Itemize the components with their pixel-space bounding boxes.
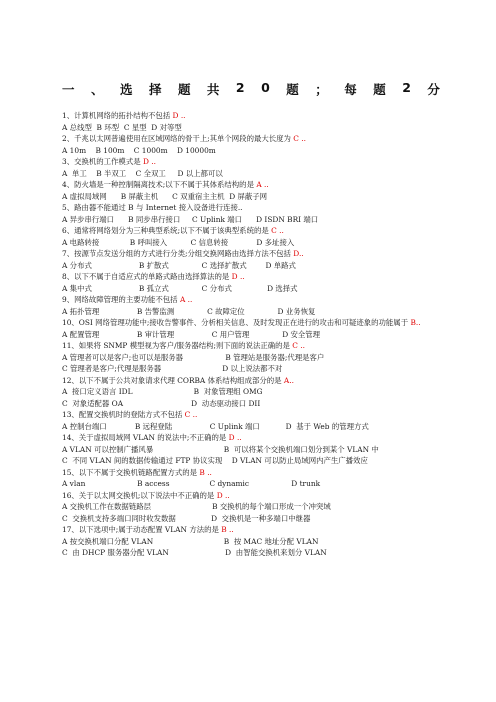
option-line: A 总线型 B 环型 C 星型 D 对等型 (62, 122, 182, 132)
question-stem (62, 202, 440, 214)
option-line: A 异步串行端口 B 同步串行接口 C Uplink 端口 D ISDN BRI 端口 (62, 214, 319, 224)
option-line: A vlan B access C dynamic D trunk (62, 479, 321, 488)
question-stem (62, 317, 440, 329)
answer-letter: A (256, 180, 262, 189)
answer-letter: D (172, 111, 179, 120)
option-line: A 配置管理 B 审计管理 C 用户管理 D 安全管理 (62, 329, 321, 339)
heading-char: 一 (62, 82, 75, 97)
question-stem (62, 432, 440, 444)
question-stem (62, 340, 440, 352)
question-tail: .. (234, 433, 242, 442)
option-line: A 10m B 100m C 1000m D 10000m (62, 145, 216, 155)
answer-letter: B (221, 525, 227, 534)
answer-letter: C (293, 134, 299, 143)
option-line: A 虚拟局域网 B 屏蔽主机 C 双重宿主主机 D 屏蔽子网 (62, 191, 268, 201)
question-tail: .. (237, 272, 245, 281)
question-text: 17、以下选项中;属于动态配置 VLAN 方法的是 (62, 525, 219, 534)
question-stem (62, 294, 440, 306)
answer-letter: D (231, 272, 238, 281)
question-text: 15、以下不属于交换机链路配置方式的是 (62, 467, 198, 477)
question-stem (62, 225, 440, 237)
question-tail: .. (276, 226, 284, 235)
heading-char: 题 (373, 82, 386, 97)
question-stem (62, 490, 440, 502)
question-tail: .. (226, 525, 234, 534)
question-text: 5、路由器不能通过 B 与 Internet 接入设备进行连接.. (62, 203, 243, 212)
option-line: C 对象适配器 OA D 动态驱动接口 DII (62, 398, 261, 408)
option-line: A 控制台端口 B 远程登陆 C Uplink 端口 D 基于 Web 的管理方式 (62, 421, 369, 431)
answer-letter: C (184, 410, 191, 419)
option-line: C 交换机支持多端口同时收发数据 D 交换机是一种多端口中继器 (62, 513, 311, 523)
heading-char: 每 (344, 82, 357, 97)
question-text: 11、如果将 SNMP 模型视为客户/服务器结构;则下面的说法正确的是 (62, 341, 290, 350)
question-tail: .. (298, 249, 304, 258)
answer-letter: C (271, 226, 277, 235)
option-line: A 拓扑管理 B 告警监测 C 故障定位 D 业务恢复 (62, 306, 316, 316)
question-tail: .. (415, 318, 421, 327)
option-line: C 不同 VLAN 间的数据传输通过 FTP 协议实现 D VLAN 可以防止局域网内产生广播效应 (62, 456, 368, 465)
question-text: 9、网络故障管理的主要功能不包括 (62, 295, 178, 304)
question-text: 7、按源节点发送分组的方式进行分类;分组交换网路由选择方法不包括 (62, 249, 291, 258)
answer-letter: A (179, 295, 186, 304)
question-stem (62, 467, 440, 479)
answer-letter: D (228, 433, 235, 442)
heading-char: 0 (261, 80, 270, 95)
question-tail: .. (185, 295, 193, 304)
heading-char: 2 (235, 80, 245, 95)
question-text: 6、通常将网络划分为三种典型系统;以下不属于该典型系统的是 (62, 226, 269, 235)
question-tail: .. (222, 490, 230, 500)
option-line: A 集中式 B 孤立式 C 分布式 D 选择式 (62, 283, 298, 293)
heading-char: 选 (119, 82, 133, 97)
question-tail: .. (178, 111, 186, 120)
question-tail: .. (298, 134, 306, 143)
question-stem (62, 524, 440, 536)
question-stem (62, 375, 440, 387)
question-text: 1、计算机网络的拓扑结构不包括 (62, 111, 171, 120)
question-list (62, 110, 440, 559)
answer-letter: D (216, 490, 223, 500)
heading-char: 题 (177, 82, 191, 97)
question-text: 13、配置交换机时的登陆方式不包括 (62, 410, 183, 419)
option-line: A VLAN 可以控制广播风暴 B 可以将某个交换机端口划分到某个 VLAN 中 (62, 444, 379, 454)
heading-char: ； (315, 82, 328, 97)
question-stem (62, 248, 440, 260)
answer-letter: B (410, 318, 416, 327)
option-line: C 由 DHCP 服务器分配 VLAN D 由智能交换机来划分 VLAN (62, 548, 327, 557)
option-line: A 接口定义语言 IDL B 对象管理组 OMG (62, 387, 263, 396)
heading-char: 共 (206, 82, 220, 97)
question-text: 12、以下不属于公共对象请求代理 CORBA 体系结构组成部分的是 (62, 375, 282, 385)
question-text: 2、千兆以太网普遍使用在区域网络的骨干上;其单个网段的最大长度为 (62, 134, 291, 143)
answer-letter: D (142, 157, 149, 166)
heading-char: 择 (148, 82, 162, 97)
section-heading (62, 80, 440, 98)
answer-letter: D (293, 249, 299, 258)
question-tail: .. (204, 467, 212, 477)
question-text: 4、防火墙是一种控制隔离技术;以下不属于其体系结构的是 (62, 180, 254, 189)
option-line: C 管理者是客户;代理是服务器 D 以上说法都不对 (62, 364, 283, 373)
question-stem (62, 133, 440, 145)
question-tail: .. (261, 180, 269, 189)
question-tail: .. (289, 375, 294, 385)
option-line: A 分布式 B 扩散式 C 选择扩散式 D 单路式 (62, 260, 296, 270)
question-stem (62, 179, 440, 191)
question-tail: .. (297, 341, 305, 350)
heading-char: 题 (286, 82, 299, 97)
question-stem (62, 156, 440, 168)
option-line: A 单工 B 半双工 C 全双工 D 以上都可以 (62, 168, 223, 178)
question-text: 10、OSI 网络管理功能中;接收告警事件、分析相关信息、及时发现正在进行的攻击和可疑迹象的功能属于 (62, 318, 409, 327)
question-text: 16、关于以太网交换机;以下说法中不正确的是 (62, 490, 215, 500)
answer-letter: A (283, 375, 290, 385)
option-line: A 按交换机端口分配 VLAN B 按 MAC 地址分配 VLAN (62, 536, 319, 546)
option-line: A 管理者可以是客户;也可以是服务器 B 管理站是服务器;代理是客户 (62, 352, 325, 362)
question-tail: .. (190, 410, 198, 419)
heading-char: 2 (402, 80, 411, 95)
question-stem (62, 110, 440, 122)
question-text: 14、关于虚拟局域网 VLAN 的说法中;不正确的是 (62, 433, 227, 442)
question-stem (62, 271, 440, 283)
question-text: 3、交换机的工作模式是 (62, 157, 141, 166)
answer-letter: B (199, 467, 205, 477)
answer-letter: C (292, 341, 298, 350)
heading-char: 、 (90, 82, 104, 97)
question-stem (62, 409, 440, 421)
heading-char: 分 (427, 82, 440, 97)
question-tail: .. (148, 157, 156, 166)
question-text: 8、以下不属于自适应式的单路式路由选择算法的是 (62, 272, 230, 281)
option-line: A 交换机工作在数据链路层 B 交换机的每个端口形成一个冲突域 (62, 502, 331, 511)
option-line: A 电路转接 B 呼叫接入 C 信息转接 D 多址接入 (62, 237, 295, 247)
